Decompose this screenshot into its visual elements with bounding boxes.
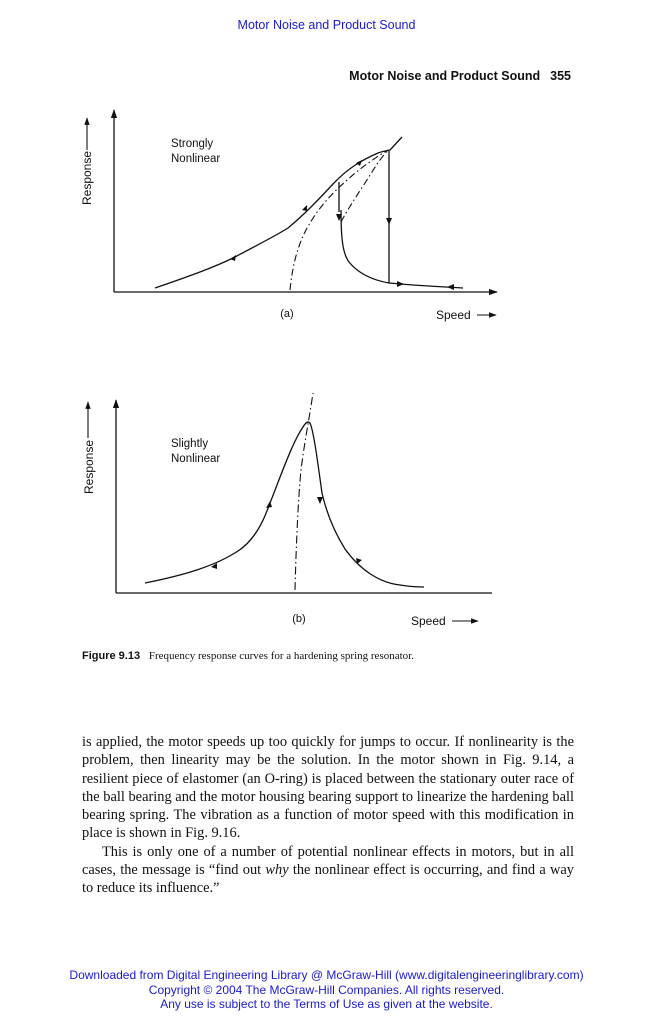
body-paragraph-2 [82,843,574,898]
footer-copyright: Copyright © 2004 The McGraw-Hill Companies. All rights reserved. [148,982,505,997]
panel-a-ylabel: Response [80,150,94,205]
panel-b-arrow-4 [356,558,362,564]
running-head-title: Motor Noise and Product Sound [349,69,541,83]
panel-b-arrow-2 [266,501,272,508]
panel-a-arrow-6 [397,281,404,287]
panel-a-arrow-4 [386,218,392,225]
panel-b-annotation-line1: Slightly [171,438,209,450]
panel-b-arrow-3 [317,497,323,504]
page-number: 355 [550,69,571,83]
panel-a-lower-branch [341,210,463,288]
panel-a-annotation-line1: Strongly [171,138,214,150]
body-text [82,733,574,898]
panel-a [80,110,497,322]
panel-a-arrow-2 [302,205,307,211]
body-paragraph-2-part-2: the nonlinear effect is occurring, and find a way to reduce its influence.” [82,862,574,897]
panel-a-xlabel: Speed [436,308,471,322]
footer-terms: Any use is subject to the Terms of Use as given at the website. [160,997,493,1011]
panel-a-arrow-1 [230,255,236,261]
panel-a-label: (a) [280,308,294,320]
body-paragraph-1: is applied, the motor speeds up too quickly for jumps to occur. If nonlinearity is the problem, then linearity may be the solution. In the motor shown in Fig. 9.14, a resilient piece of elastomer (an O-ring) is placed between the stationary outer race of the ball bearing and the motor housing bearing support to linearize the hardening ball bearing spring. The vibration as a function of motor speed with this modification in place is shown in Fig. 9.16. [82,734,574,842]
panel-a-annotation-line2: Nonlinear [171,153,221,165]
figure-caption [82,650,414,662]
top-banner-title: Motor Noise and Product Sound [237,18,416,32]
panel-b [82,393,492,628]
body-paragraph-2-emphasis: why [265,862,289,879]
panel-a-arrow-7 [447,284,454,290]
panel-a-unstable-dashed [341,150,388,222]
panel-b-label: (b) [292,613,306,625]
panel-a-arrow-3 [356,160,362,166]
figure-caption-text: Frequency response curves for a hardening spring resonator. [148,650,414,662]
panel-b-annotation-line2: Nonlinear [171,453,221,465]
panel-b-xlabel: Speed [411,614,446,628]
body-paragraph-2-part-1: This is only one of a number of potential nonlinear effects in motors, but in all cases, the message is “find out [82,843,574,879]
figure-caption-label: Figure 9.13 [82,650,141,662]
footer-download-link[interactable]: Downloaded from Digital Engineering Library @ McGraw-Hill (www.digitalengineeringlibrary.com) [69,968,584,982]
footer [0,968,653,1012]
panel-b-ylabel: Response [82,439,96,494]
